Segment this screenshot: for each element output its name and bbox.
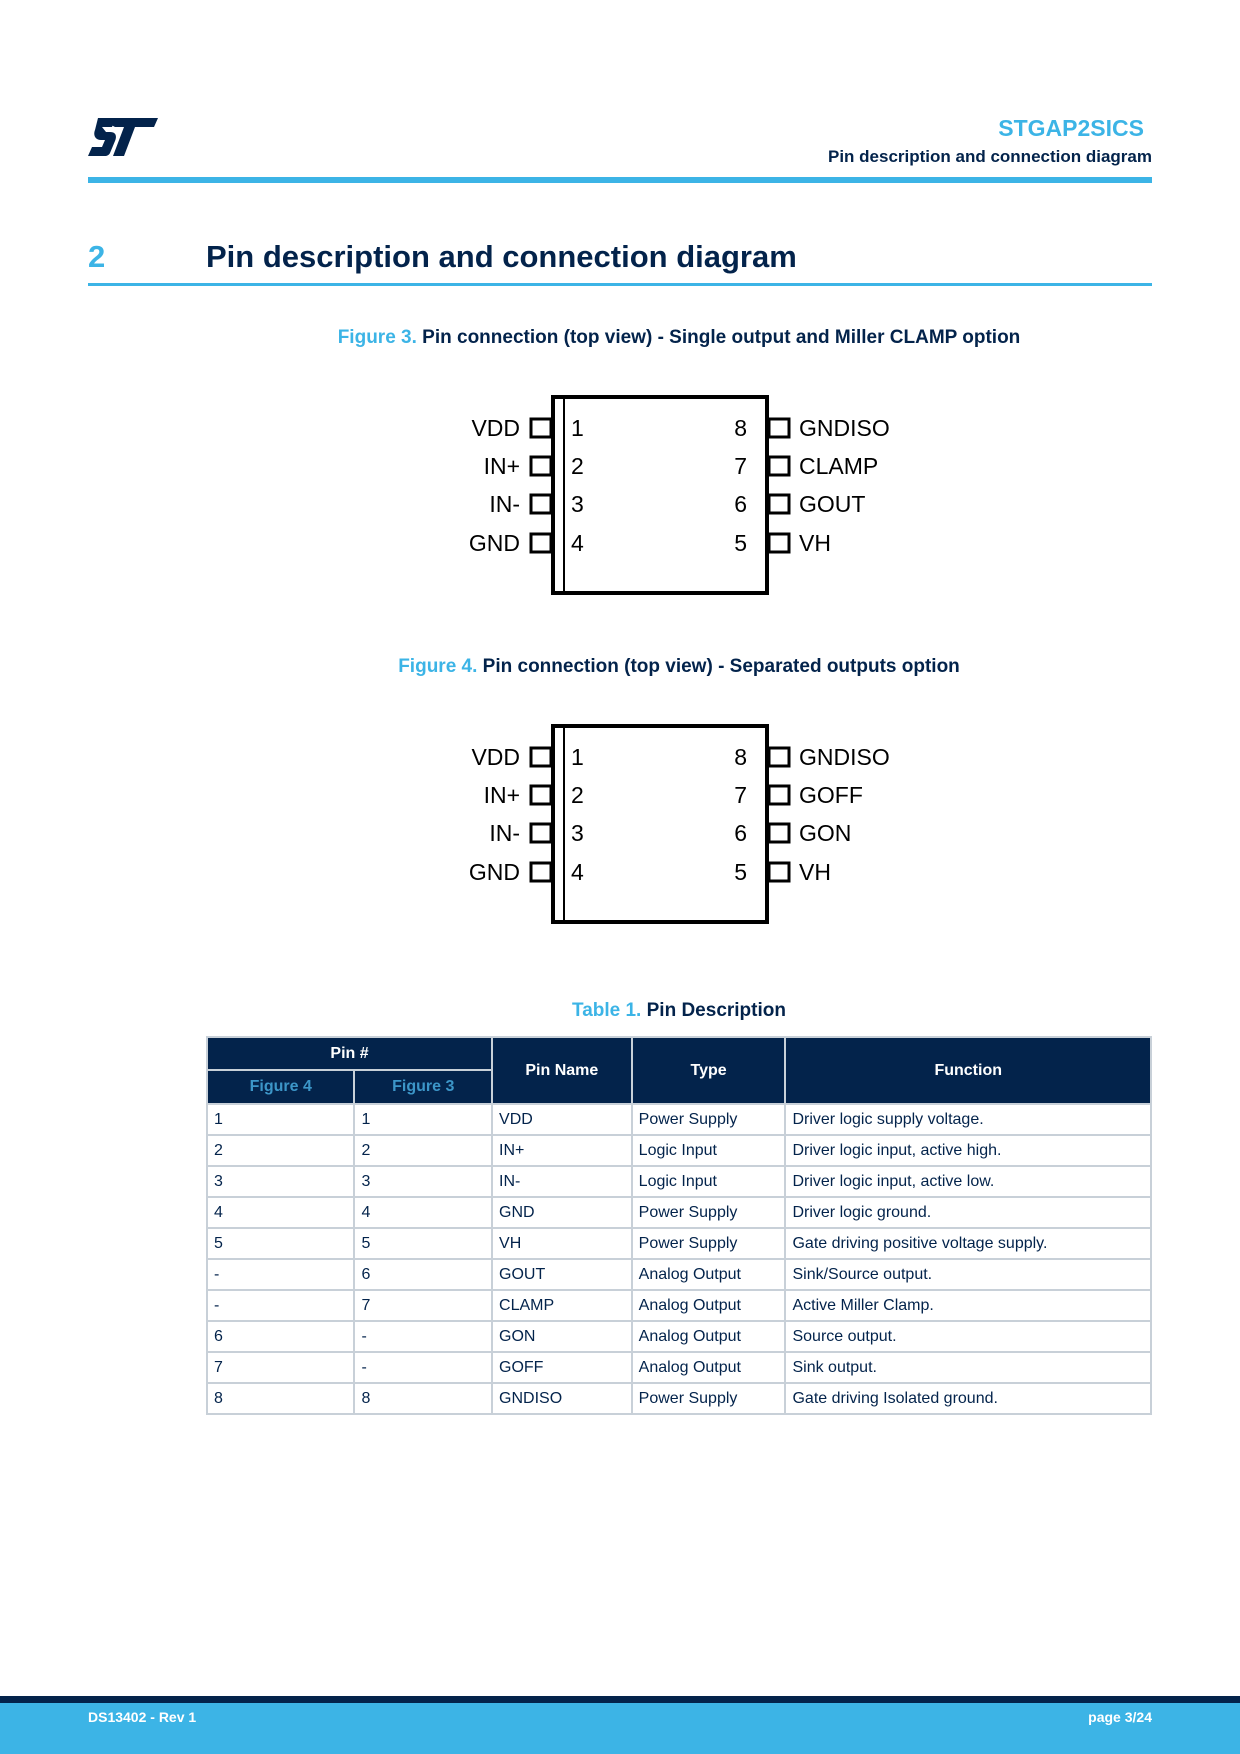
pin-pad-8 xyxy=(769,748,789,766)
pin-name-label: CLAMP xyxy=(799,453,879,479)
cell-figure4-pin: 5 xyxy=(207,1228,354,1259)
cell-type: Analog Output xyxy=(632,1321,786,1352)
pin-pad-5 xyxy=(769,534,789,552)
table-row xyxy=(207,1228,1151,1259)
cell-type: Power Supply xyxy=(632,1383,786,1414)
pin-pad-6 xyxy=(769,495,789,513)
header-pin-num: Pin # xyxy=(207,1037,492,1070)
cell-type: Analog Output xyxy=(632,1352,786,1383)
cell-type: Logic Input xyxy=(632,1135,786,1166)
figure-3-label: Figure 3. xyxy=(337,327,417,348)
pin-number-label: 4 xyxy=(571,530,584,556)
cell-figure3-pin: 1 xyxy=(354,1104,492,1135)
figure-4-label: Figure 4. xyxy=(398,656,478,677)
cell-pin-name: VDD xyxy=(492,1104,632,1135)
pin-name-label: GOUT xyxy=(799,491,866,517)
table-row xyxy=(207,1321,1151,1352)
header-pin-name: Pin Name xyxy=(492,1037,632,1104)
pin-number-label: 1 xyxy=(571,744,584,770)
pin-number-label: 1 xyxy=(571,415,584,441)
cell-pin-name: GOFF xyxy=(492,1352,632,1383)
table-1-caption xyxy=(88,1000,1240,1022)
pin-name-label: IN+ xyxy=(483,453,520,479)
pin-name-label: VDD xyxy=(471,415,520,441)
pin-pad-3 xyxy=(531,824,551,842)
cell-function: Driver logic input, active low. xyxy=(785,1166,1151,1197)
header-type: Type xyxy=(632,1037,786,1104)
pin-pad-6 xyxy=(769,824,789,842)
cell-pin-name: VH xyxy=(492,1228,632,1259)
pin-pad-8 xyxy=(769,419,789,437)
pin-name-label: GNDISO xyxy=(799,415,890,441)
cell-function: Sink/Source output. xyxy=(785,1259,1151,1290)
cell-type: Power Supply xyxy=(632,1228,786,1259)
pin-number-label: 3 xyxy=(571,820,584,846)
table-1-label: Table 1. xyxy=(572,1000,642,1021)
pin-name-label: VH xyxy=(799,859,831,885)
pin-name-label: GON xyxy=(799,820,852,846)
pin-pad-1 xyxy=(531,419,551,437)
pin-pad-7 xyxy=(769,457,789,475)
pin-pad-2 xyxy=(531,457,551,475)
pin-name-label: VDD xyxy=(471,744,520,770)
figure-4-pin-diagram xyxy=(440,719,920,939)
header-figure-3: Figure 3 xyxy=(354,1070,492,1104)
table-1-title: Pin Description xyxy=(646,1000,786,1021)
table-row xyxy=(207,1259,1151,1290)
pin-name-label: GOFF xyxy=(799,782,863,808)
pin-pad-3 xyxy=(531,495,551,513)
pin-number-label: 6 xyxy=(734,491,747,517)
cell-figure3-pin: 3 xyxy=(354,1166,492,1197)
cell-type: Logic Input xyxy=(632,1166,786,1197)
pin-name-label: IN- xyxy=(489,820,520,846)
figure-3-title: Pin connection (top view) - Single output and Miller CLAMP option xyxy=(422,327,1021,348)
cell-function: Gate driving positive voltage supply. xyxy=(785,1228,1151,1259)
pin-pad-2 xyxy=(531,786,551,804)
cell-figure3-pin: 6 xyxy=(354,1259,492,1290)
pin-name-label: GND xyxy=(468,530,520,556)
section-number: 2 xyxy=(88,239,106,274)
figure-4-caption xyxy=(88,656,1240,678)
document-title: STGAP2SICS xyxy=(998,115,1144,141)
pin-pad-5 xyxy=(769,863,789,881)
cell-figure3-pin: 2 xyxy=(354,1135,492,1166)
section-divider xyxy=(88,283,1152,286)
pin-number-label: 5 xyxy=(734,859,747,885)
pin-name-label: IN+ xyxy=(483,782,520,808)
cell-figure4-pin: - xyxy=(207,1290,354,1321)
pin-pad-1 xyxy=(531,748,551,766)
pin-name-label: IN- xyxy=(489,491,520,517)
header-function: Function xyxy=(785,1037,1151,1104)
pin-number-label: 6 xyxy=(734,820,747,846)
pin-number-label: 2 xyxy=(571,782,584,808)
cell-figure4-pin: 3 xyxy=(207,1166,354,1197)
footer-dark-stripe xyxy=(0,1696,1240,1703)
pin-name-label: GNDISO xyxy=(799,744,890,770)
table-row xyxy=(207,1352,1151,1383)
cell-pin-name: GOUT xyxy=(492,1259,632,1290)
cell-figure3-pin: 7 xyxy=(354,1290,492,1321)
figure-4-title: Pin connection (top view) - Separated outputs option xyxy=(482,656,960,677)
figure-3-pin-diagram xyxy=(440,390,920,610)
cell-pin-name: GNDISO xyxy=(492,1383,632,1414)
cell-function: Active Miller Clamp. xyxy=(785,1290,1151,1321)
pin-name-label: VH xyxy=(799,530,831,556)
cell-function: Driver logic input, active high. xyxy=(785,1135,1151,1166)
cell-pin-name: CLAMP xyxy=(492,1290,632,1321)
pin-pad-4 xyxy=(531,534,551,552)
cell-pin-name: GND xyxy=(492,1197,632,1228)
table-row xyxy=(207,1166,1151,1197)
cell-figure4-pin: 1 xyxy=(207,1104,354,1135)
header-divider xyxy=(88,177,1152,183)
cell-figure4-pin: 6 xyxy=(207,1321,354,1352)
cell-function: Driver logic supply voltage. xyxy=(785,1104,1151,1135)
table-row xyxy=(207,1104,1151,1135)
document-subtitle: Pin description and connection diagram xyxy=(828,147,1152,166)
section-title: Pin description and connection diagram xyxy=(206,239,797,274)
cell-figure4-pin: 7 xyxy=(207,1352,354,1383)
pin-number-label: 5 xyxy=(734,530,747,556)
cell-figure3-pin: 5 xyxy=(354,1228,492,1259)
table-row xyxy=(207,1197,1151,1228)
pin-number-label: 3 xyxy=(571,491,584,517)
pin-number-label: 2 xyxy=(571,453,584,479)
table-row xyxy=(207,1290,1151,1321)
pin-number-label: 7 xyxy=(734,453,747,479)
cell-figure4-pin: 2 xyxy=(207,1135,354,1166)
table-row xyxy=(207,1135,1151,1166)
cell-figure3-pin: - xyxy=(354,1321,492,1352)
cell-figure3-pin: - xyxy=(354,1352,492,1383)
cell-figure4-pin: 4 xyxy=(207,1197,354,1228)
pin-description-table xyxy=(206,1036,1152,1415)
cell-type: Analog Output xyxy=(632,1290,786,1321)
cell-type: Power Supply xyxy=(632,1197,786,1228)
cell-function: Gate driving Isolated ground. xyxy=(785,1383,1151,1414)
cell-type: Analog Output xyxy=(632,1259,786,1290)
cell-function: Source output. xyxy=(785,1321,1151,1352)
cell-figure4-pin: 8 xyxy=(207,1383,354,1414)
header-figure-4: Figure 4 xyxy=(207,1070,354,1104)
pin-name-label: GND xyxy=(468,859,520,885)
cell-pin-name: IN- xyxy=(492,1166,632,1197)
cell-function: Driver logic ground. xyxy=(785,1197,1151,1228)
cell-pin-name: GON xyxy=(492,1321,632,1352)
cell-type: Power Supply xyxy=(632,1104,786,1135)
table-row xyxy=(207,1383,1151,1414)
pin-pad-4 xyxy=(531,863,551,881)
cell-pin-name: IN+ xyxy=(492,1135,632,1166)
pin-pad-7 xyxy=(769,786,789,804)
footer-page-number: page 3/24 xyxy=(1088,1709,1152,1725)
pin-number-label: 4 xyxy=(571,859,584,885)
st-logo xyxy=(88,118,158,158)
cell-function: Sink output. xyxy=(785,1352,1151,1383)
cell-figure3-pin: 4 xyxy=(354,1197,492,1228)
cell-figure4-pin: - xyxy=(207,1259,354,1290)
pin-number-label: 8 xyxy=(734,415,747,441)
footer-doc-id: DS13402 - Rev 1 xyxy=(88,1709,197,1725)
pin-number-label: 7 xyxy=(734,782,747,808)
pin-number-label: 8 xyxy=(734,744,747,770)
cell-figure3-pin: 8 xyxy=(354,1383,492,1414)
figure-3-caption xyxy=(88,327,1240,349)
